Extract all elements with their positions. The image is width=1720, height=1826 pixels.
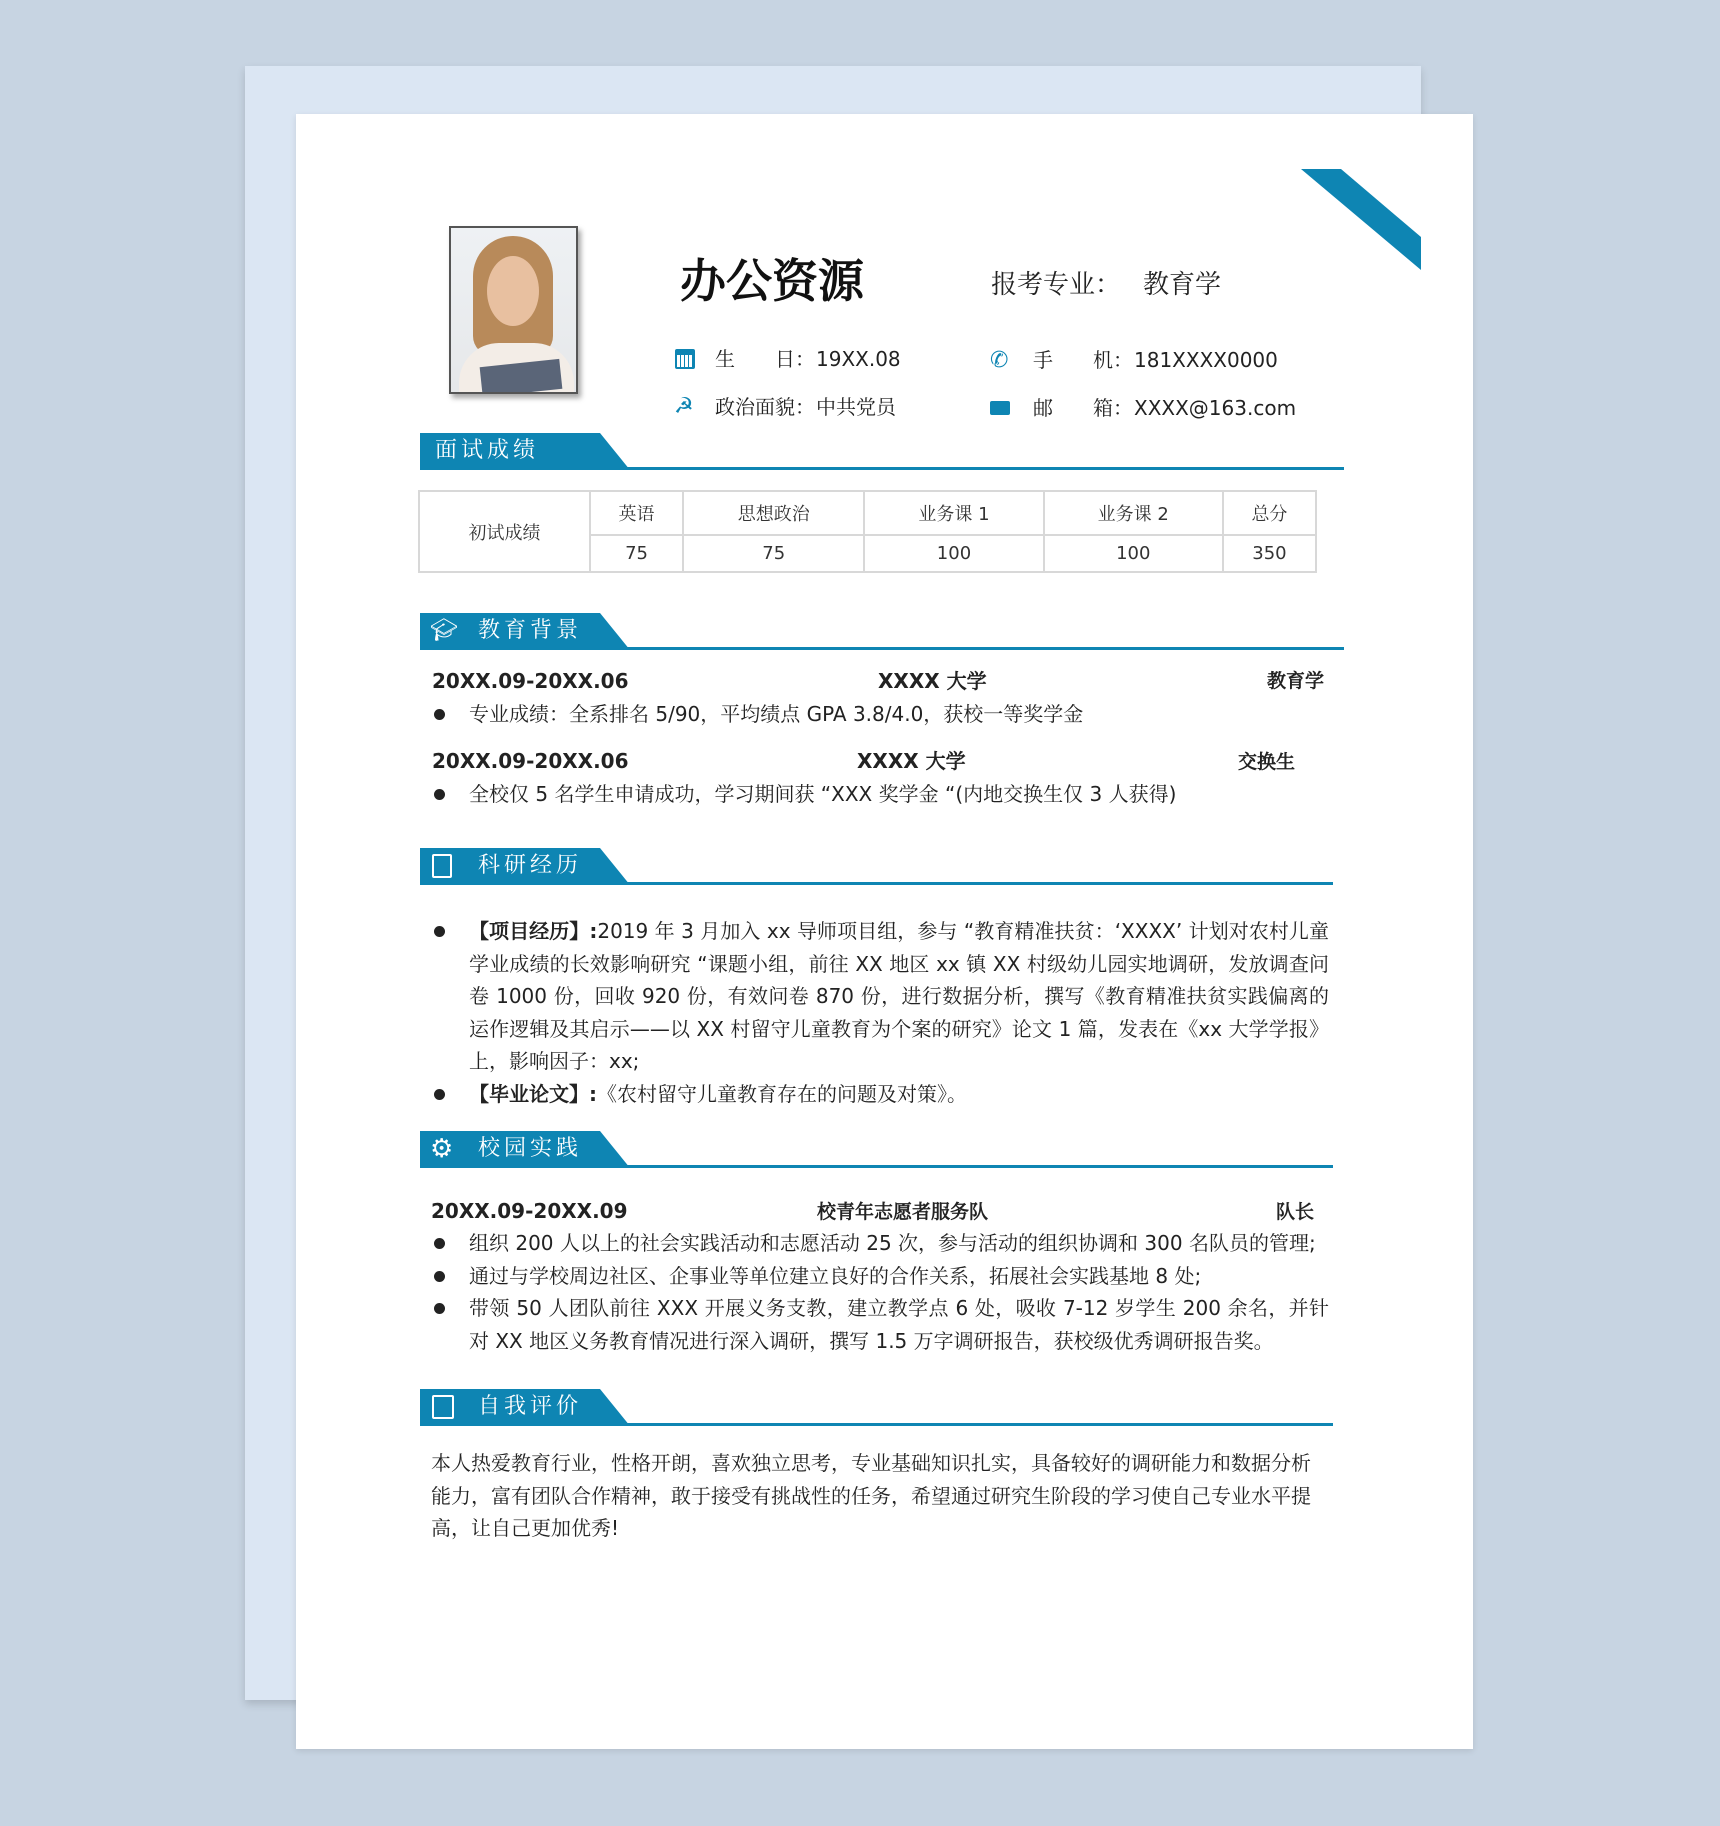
phone-label: 手 机： xyxy=(1033,348,1133,372)
gear-icon: ⚙ xyxy=(430,1134,454,1164)
edu-school: XXXX 大学 xyxy=(857,749,966,773)
research-title: 【毕业论文】: xyxy=(469,1082,597,1106)
section-title: 教育背景 xyxy=(478,618,583,643)
bullet xyxy=(434,1303,445,1314)
profile-card-icon xyxy=(432,1395,454,1419)
politics-label: 政治面貌： xyxy=(715,395,815,419)
edu-role: 教育学 xyxy=(1267,670,1325,692)
section-campus xyxy=(420,1131,1333,1168)
major-value: 教育学 xyxy=(1143,270,1222,300)
section-title: 科研经历 xyxy=(478,853,583,878)
score-header: 总分 xyxy=(1223,491,1316,535)
score-header: 业务课 2 xyxy=(1044,491,1223,535)
research-text: 《农村留守儿童教育存在的问题及对策》。 xyxy=(597,1082,967,1106)
party-icon: ☭ xyxy=(674,394,694,419)
campus-org: 校青年志愿者服务队 xyxy=(817,1201,989,1223)
phone-icon: ✆ xyxy=(990,348,1009,373)
bullet xyxy=(434,1089,445,1100)
section-education xyxy=(420,613,1344,650)
score-value: 75 xyxy=(590,535,683,572)
major-label: 报考专业： xyxy=(991,270,1122,300)
avatar-photo xyxy=(449,226,578,394)
bullet xyxy=(434,1271,445,1282)
edu-school: XXXX 大学 xyxy=(878,669,987,693)
section-title: 校园实践 xyxy=(478,1136,583,1161)
self-eval-text: 本人热爱教育行业，性格开朗，喜欢独立思考，专业基础知识扎实，具备较好的调研能力和数据分析能力，富有团队合作精神，敢于接受有挑战性的任务，希望通过研究生阶段的学习使自己专业水平提高，让自己更加优秀! xyxy=(431,1451,1311,1541)
phone-value: 181XXXX0000 xyxy=(1134,348,1278,372)
email-label: 邮 箱： xyxy=(1033,396,1133,420)
score-value: 350 xyxy=(1223,535,1316,572)
candidate-name: 办公资源 xyxy=(680,254,864,308)
campus-item: 带领 50 人团队前往 XXX 开展义务支教，建立教学点 6 处，吸收 7-12 岁学生 200 余名，并针对 XX 地区义务教育情况进行深入调研，撰写 1.5 万字调研报告，获校级优秀调研报告奖。 xyxy=(469,1296,1329,1353)
campus-item: 组织 200 人以上的社会实践活动和志愿活动 25 次，参与活动的组织协调和 300 名队员的管理; xyxy=(469,1231,1316,1255)
research-item xyxy=(469,1078,1329,1111)
score-value: 75 xyxy=(683,535,864,572)
score-header: 英语 xyxy=(590,491,683,535)
score-header: 业务课 1 xyxy=(864,491,1043,535)
email-value: XXXX@163.com xyxy=(1134,396,1297,420)
research-text: 2019 年 3 月加入 xx 导师项目组，参与 “教育精准扶贫：‘XXXX’ 计划对农村儿童学业成绩的长效影响研究 “课题小组，前往 XX 地区 xx 镇 XX 村级幼儿园实地调研，发放调查问卷 1000 份，回收 920 份，有效问卷 870 份，进行数据分析，撰写《教育精准扶贫实践偏离的运作逻辑及其启示——以 XX 村留守儿童教育为个案的研究》论文 1 篇，发表在《xx 大学学报》上，影响因子：xx; xyxy=(469,919,1329,1074)
bullet xyxy=(434,1238,445,1249)
clipboard-icon xyxy=(432,854,452,878)
edu-detail: 全校仅 5 名学生申请成功，学习期间获 “XXX 奖学金 “(内地交换生仅 3 人获得) xyxy=(469,782,1177,806)
score-value: 100 xyxy=(864,535,1043,572)
campus-role: 队长 xyxy=(1276,1201,1315,1223)
campus-item: 通过与学校周边社区、企事业等单位建立良好的合作关系，拓展社会实践基地 8 处; xyxy=(469,1264,1202,1288)
score-value: 100 xyxy=(1044,535,1223,572)
section-title: 面试成绩 xyxy=(435,438,540,463)
score-header: 思想政治 xyxy=(683,491,864,535)
edu-role: 交换生 xyxy=(1238,751,1296,773)
calendar-icon xyxy=(675,349,695,369)
score-row-label: 初试成绩 xyxy=(419,491,590,572)
score-table xyxy=(418,490,1317,573)
section-title: 自我评价 xyxy=(478,1394,583,1419)
bullet xyxy=(434,789,445,800)
mail-icon xyxy=(990,401,1010,415)
section-research xyxy=(420,848,1333,885)
research-item xyxy=(469,915,1329,1078)
edu-period: 20XX.09-20XX.06 xyxy=(432,669,629,693)
bullet xyxy=(434,709,445,720)
birth-label: 生 日： xyxy=(715,347,815,371)
politics-value: 中共党员 xyxy=(816,395,896,419)
research-title: 【项目经历】: xyxy=(469,919,598,943)
bullet xyxy=(434,926,445,937)
edu-detail: 专业成绩：全系排名 5/90，平均绩点 GPA 3.8/4.0，获校一等奖学金 xyxy=(469,702,1084,726)
campus-period: 20XX.09-20XX.09 xyxy=(431,1199,628,1223)
section-self-eval xyxy=(420,1389,1333,1426)
section-interview xyxy=(420,433,1344,470)
birth-value: 19XX.08 xyxy=(816,347,901,371)
graduation-cap-icon: 🎓︎ xyxy=(430,618,458,643)
edu-period: 20XX.09-20XX.06 xyxy=(432,749,629,773)
